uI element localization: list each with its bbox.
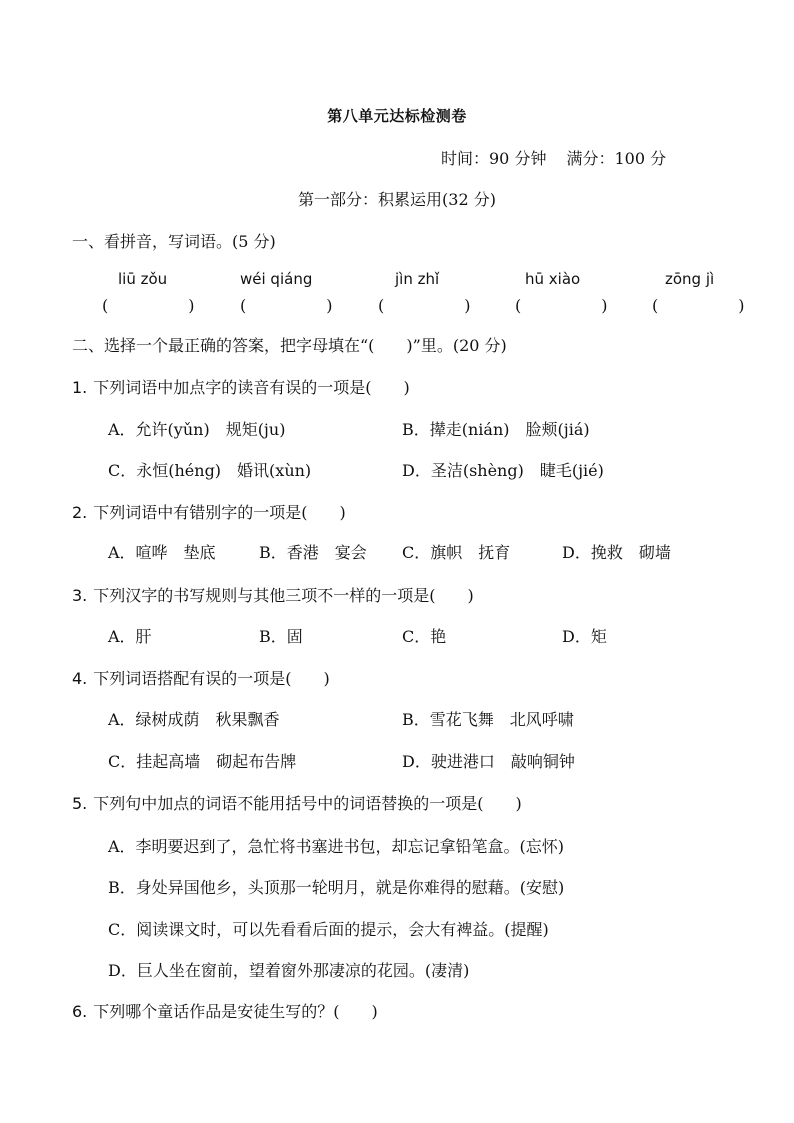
question-stem: 下列词语搭配有误的一项是( ) (93, 669, 330, 688)
q4-option-a: A．绿树成荫 秋果飘香 (108, 710, 280, 729)
pinyin-5: zōng jì (665, 270, 715, 288)
part-heading: 第一部分：积累运用(32 分) (298, 190, 496, 209)
q4-option-d: D．驶进港口 敲响铜钟 (402, 752, 575, 771)
answer-blank-4[interactable]: ( ) (515, 296, 608, 315)
answer-blank-5[interactable]: ( ) (652, 296, 745, 315)
q4-option-b: B．雪花飞舞 北风呼啸 (402, 710, 574, 729)
answer-blank-2[interactable]: ( ) (240, 296, 333, 315)
q1-option-d: D．圣洁(shèng) 睫毛(jié) (402, 461, 604, 480)
time-score-line (441, 151, 666, 167)
question-2 (72, 505, 346, 521)
q2-option-c: C．旗帜 抚育 (402, 543, 511, 562)
question-6 (72, 1004, 378, 1020)
time-limit: 时间：90 分钟 (441, 149, 547, 168)
q5-option-b: B．身处异国他乡，头顶那一轮明月，就是你难得的慰藉。(安慰) (108, 878, 565, 897)
answer-blank-1[interactable]: ( ) (102, 296, 195, 315)
q2-option-b: B．香港 宴会 (259, 543, 367, 562)
question-stem: 下列句中加点的词语不能用括号中的词语替换的一项是( ) (93, 794, 522, 813)
question-number: 6. (72, 1002, 88, 1021)
question-stem: 下列汉字的书写规则与其他三项不一样的一项是( ) (93, 586, 474, 605)
question-stem: 下列哪个童话作品是安徒生写的？( ) (93, 1002, 378, 1021)
question-number: 4. (72, 669, 88, 688)
pinyin-4: hū xiào (525, 270, 581, 288)
question-stem: 下列词语中加点字的读音有误的一项是( ) (93, 378, 410, 397)
q3-option-b: B．固 (259, 627, 303, 646)
q5-option-c: C．阅读课文时，可以先看看后面的提示，会大有裨益。(提醒) (108, 920, 549, 939)
pinyin-3: jìn zhǐ (395, 270, 440, 288)
q2-option-a: A．喧哗 垫底 (108, 543, 216, 562)
q5-option-a: A．李明要迟到了，急忙将书塞进书包，却忘记拿铅笔盒。(忘怀) (108, 837, 565, 856)
q3-option-a: A．肝 (108, 627, 152, 646)
q5-option-d: D．巨人坐在窗前，望着窗外那凄凉的花园。(凄清) (108, 961, 470, 980)
section-2-heading: 二、选择一个最正确的答案，把字母填在“( )”里。(20 分) (72, 336, 507, 355)
question-3 (72, 588, 474, 604)
question-4 (72, 671, 330, 687)
question-number: 3. (72, 586, 88, 605)
question-1 (72, 380, 410, 396)
section-1-heading: 一、看拼音，写词语。(5 分) (72, 232, 276, 251)
full-score: 满分：100 分 (566, 149, 667, 168)
pinyin-2: wéi qiáng (240, 270, 313, 288)
question-number: 1. (72, 378, 88, 397)
q1-option-c: C．永恒(héng) 婚讯(xùn) (108, 461, 312, 480)
q3-option-c: C．艳 (402, 627, 447, 646)
question-number: 5. (72, 794, 88, 813)
pinyin-1: liū zǒu (118, 270, 168, 288)
q1-option-b: B．撵走(nián) 脸颊(jiá) (402, 420, 590, 439)
answer-blank-3[interactable]: ( ) (378, 296, 471, 315)
q2-option-d: D．挽救 砌墙 (562, 543, 671, 562)
q1-option-a: A．允许(yǔn) 规矩(ju) (108, 420, 286, 439)
question-stem: 下列词语中有错别字的一项是( ) (93, 503, 346, 522)
q3-option-d: D．矩 (562, 627, 607, 646)
question-5 (72, 796, 522, 812)
question-number: 2. (72, 503, 88, 522)
page-title: 第八单元达标检测卷 (327, 107, 467, 125)
q4-option-c: C．挂起高墙 砌起布告牌 (108, 752, 297, 771)
